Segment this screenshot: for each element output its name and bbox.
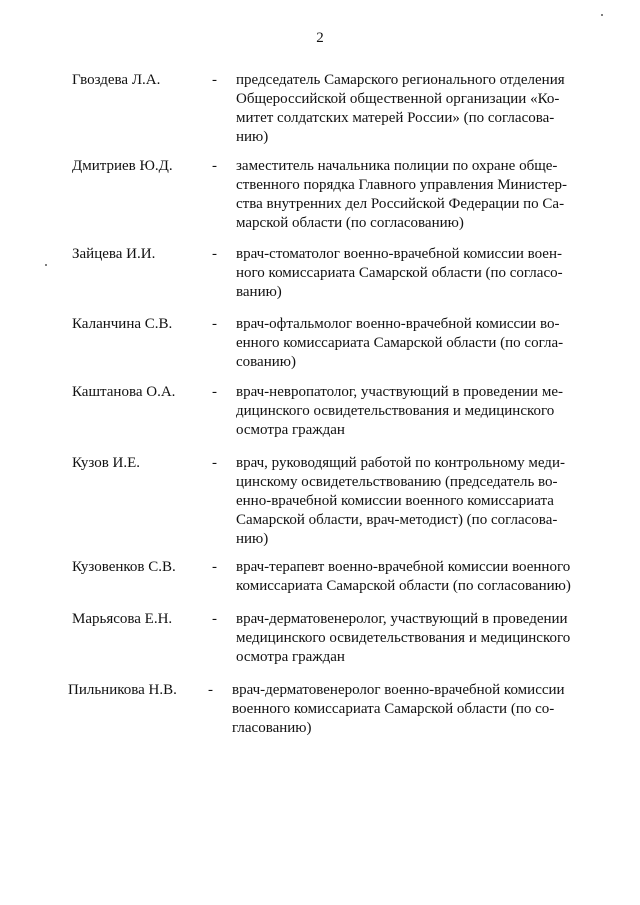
page-number: 2 xyxy=(316,30,324,46)
scan-speck xyxy=(601,14,603,16)
member-name: Зайцева И.И. xyxy=(72,246,156,262)
member-name: Кузов И.Е. xyxy=(72,455,141,471)
separator-dash: - xyxy=(212,455,217,471)
member-name: Марьясова Е.Н. xyxy=(72,611,173,627)
member-position: врач-дерматовенеролог, участвующий в проведении медицинского освидетельствования и медицинского осмотра граждан xyxy=(236,611,571,665)
member-position: врач-стоматолог военно-врачебной комиссии воен- ного комиссариата Самарской области (по согласо- ванию) xyxy=(236,246,563,300)
separator-dash: - xyxy=(212,316,217,332)
separator-dash: - xyxy=(212,611,217,627)
member-name: Каштанова О.А. xyxy=(72,384,176,400)
separator-dash: - xyxy=(208,682,213,698)
separator-dash: - xyxy=(212,384,217,400)
member-position: врач-невропатолог, участвующий в проведении ме- дицинского освидетельствования и медицинского осмотра граждан xyxy=(236,384,563,438)
member-name: Кузовенков С.В. xyxy=(72,559,176,575)
member-position: врач-дерматовенеролог военно-врачебной комиссии военного комиссариата Самарской области (по со- гласованию) xyxy=(232,682,565,736)
member-position: председатель Самарского регионального отделения Общероссийской общественной организации «Ко- митет солдатских матерей России» (по согласова- нию) xyxy=(236,72,565,145)
member-name: Каланчина С.В. xyxy=(72,316,173,332)
member-name: Пильникова Н.В. xyxy=(68,682,177,698)
separator-dash: - xyxy=(212,158,217,174)
member-position: врач-офтальмолог военно-врачебной комиссии во- енного комиссариата Самарской области (по согла- сованию) xyxy=(236,316,564,370)
separator-dash: - xyxy=(212,72,217,88)
member-name: Гвоздева Л.А. xyxy=(72,72,161,88)
member-position: врач, руководящий работой по контрольному меди- цинскому освидетельствованию (председатель во- енно-врачебной комиссии военного комиссариата Самарской области, врач-методист) (по согласова- нию) xyxy=(236,455,565,547)
scan-speck xyxy=(45,264,47,266)
member-name: Дмитриев Ю.Д. xyxy=(72,158,173,174)
member-position: заместитель начальника полиции по охране обще- ственного порядка Главного управления Министер- ства внутренних дел Российской Федерации по Са- марской области (по согласованию) xyxy=(236,158,568,231)
separator-dash: - xyxy=(212,246,217,262)
member-position: врач-терапевт военно-врачебной комиссии военного комиссариата Самарской области (по согласованию) xyxy=(236,559,571,594)
separator-dash: - xyxy=(212,559,217,575)
